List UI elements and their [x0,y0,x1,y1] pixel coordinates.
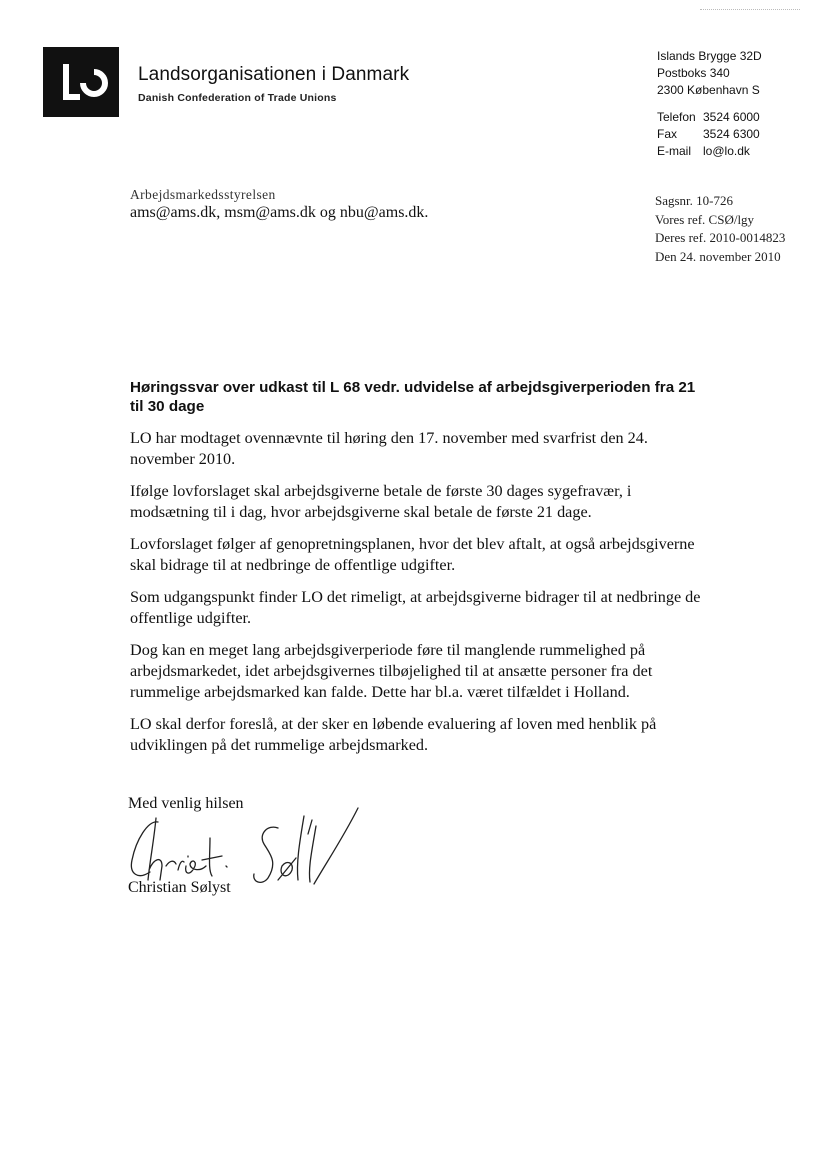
case-number: Sagsnr. 10-726 [655,193,733,208]
your-reference: Deres ref. 2010-0014823 [655,230,786,245]
closing-greeting: Med venlig hilsen [128,795,244,812]
our-reference: Vores ref. CSØ/lgy [655,211,755,227]
scan-mark [700,9,800,10]
org-name-english: Danish Confederation of Trade Unions [138,92,337,104]
phone-label: Telefon [657,110,696,124]
email-label: E-mail [657,144,692,158]
recipient-name: Arbejdsmarkedsstyrelsen [130,187,276,202]
address-city: 2300 København S [657,83,760,97]
body-paragraph: Som udgangspunkt finder LO det rimeligt, at arbejdsgiverne bidrager til at nedbringe de offentlige udgifter. [130,588,701,627]
body-paragraph: Lovforslaget følger af genopretningsplanen, hvor det blev aftalt, at også arbejdsgiverne skal bidrage til at nedbringe de offentlige udgifter. [130,535,695,574]
contact-block [657,109,760,160]
body-paragraph: Ifølge lovforslaget skal arbejdsgiverne betale de første 30 dages sygefravær, i modsætning til i dag, hvor arbejdsgiverne skal betale de første 21 dage. [130,482,632,521]
lo-logo [43,47,119,117]
recipient-emails: ams@ams.dk, msm@ams.dk og nbu@ams.dk. [130,204,429,221]
lo-logo-icon [43,47,119,117]
fax-label: Fax [657,127,678,141]
address-pobox: Postboks 340 [657,66,730,80]
address-street: Islands Brygge 32D [657,49,762,63]
reference-block [655,192,785,266]
signer-name: Christian Sølyst [128,879,231,896]
phone-value: 3524 6000 [703,110,760,124]
contact-email-row [657,143,760,160]
org-name: Landsorganisationen i Danmark [138,64,410,85]
body-paragraph: LO skal derfor foreslå, at der sker en løbende evaluering af loven med henblik på udviklingen på det rummelige arbejdsmarked. [130,715,657,754]
letter-body [130,428,710,767]
email-value: lo@lo.dk [703,144,750,158]
contact-phone-row [657,109,760,126]
letter-date: Den 24. november 2010 [655,248,781,264]
contact-fax-row [657,126,760,143]
fax-value: 3524 6300 [703,127,760,141]
body-paragraph: LO har modtaget ovennævnte til høring den 17. november med svarfrist den 24. november 2010. [130,429,648,468]
letter-subject: Høringssvar over udkast til L 68 vedr. udvidelse af arbejdsgiverperioden fra 21 til 30 dage [130,379,696,415]
body-paragraph: Dog kan en meget lang arbejdsgiverperiode føre til manglende rummelighed på arbejdsmarkedet, idet arbejdsgivernes tilbøjelighed til at ansætte personer fra det rummelige arbejdsmarked kan falde. Dette har bl.a. været tilfældet i Holland. [130,641,653,701]
recipient-block [130,187,428,222]
address-block [657,48,762,99]
